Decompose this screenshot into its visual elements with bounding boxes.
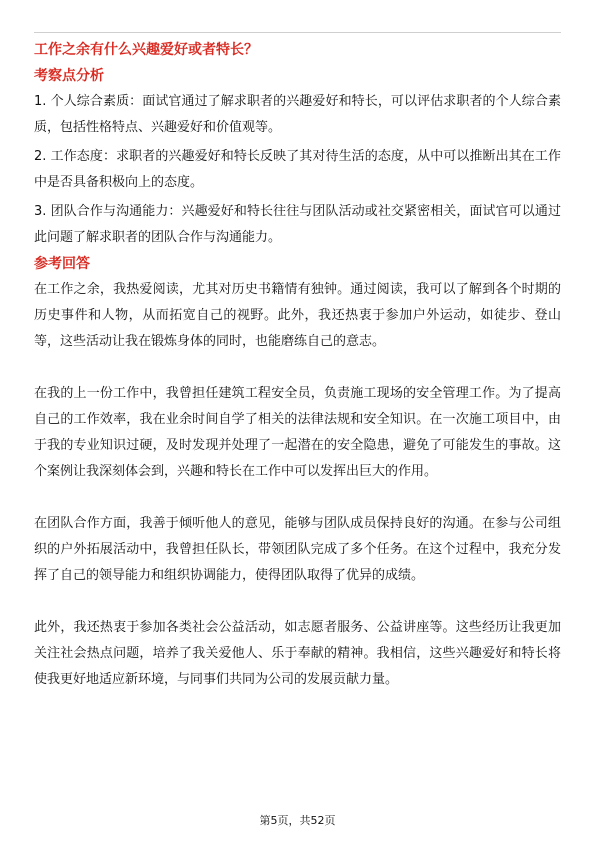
answer-paragraph: 此外，我还热衷于参加各类社会公益活动，如志愿者服务、公益讲座等。这些经历让我更加关注社会热点问题，培养了我关爱他人、乐于奉献的精神。我相信，这些兴趣爱好和特长将使我更好地适应新环境，与同事们共同为公司的发展贡献力量。 (34, 620, 561, 687)
answer-heading: 参考回答 (34, 256, 90, 272)
answer-paragraph: 在团队合作方面，我善于倾听他人的意见，能够与团队成员保持良好的沟通。在参与公司组织的户外拓展活动中，我曾担任队长，带领团队完成了多个任务。在这个过程中，我充分发挥了自己的领导能力和组织协调能力，使得团队取得了优异的成绩。 (34, 516, 561, 583)
analysis-item: 1. 个人综合素质：面试官通过了解求职者的兴趣爱好和特长，可以评估求职者的个人综合素质，包括性格特点、兴趣爱好和价值观等。 (34, 94, 561, 135)
answer-body (34, 277, 561, 693)
page-content (34, 40, 561, 693)
analysis-item: 3. 团队合作与沟通能力：兴趣爱好和特长往往与团队活动或社交紧密相关，面试官可以通过此问题了解求职者的团队合作与沟通能力。 (34, 204, 561, 245)
answer-paragraph: 在工作之余，我热爱阅读，尤其对历史书籍情有独钟。通过阅读，我可以了解到各个时期的历史事件和人物，从而拓宽自己的视野。此外，我还热衷于参加户外运动，如徒步、登山等，这些活动让我在锻炼身体的同时，也能磨练自己的意志。 (34, 282, 561, 349)
analysis-list (34, 89, 561, 251)
question-title: 工作之余有什么兴趣爱好或者特长？ (34, 42, 258, 58)
analysis-item: 2. 工作态度：求职者的兴趣爱好和特长反映了其对待生活的态度，从中可以推断出其在工作中是否具备积极向上的态度。 (34, 149, 561, 190)
page-number: 第5页，共52页 (259, 814, 336, 827)
analysis-heading: 考察点分析 (34, 68, 104, 84)
answer-paragraph: 在我的上一份工作中，我曾担任建筑工程安全员，负责施工现场的安全管理工作。为了提高自己的工作效率，我在业余时间自学了相关的法律法规和安全知识。在一次施工项目中，由于我的专业知识过硬，及时发现并处理了一起潜在的安全隐患，避免了可能发生的事故。这个案例让我深刻体会到，兴趣和特长在工作中可以发挥出巨大的作用。 (34, 386, 561, 479)
header-rule (34, 32, 561, 33)
